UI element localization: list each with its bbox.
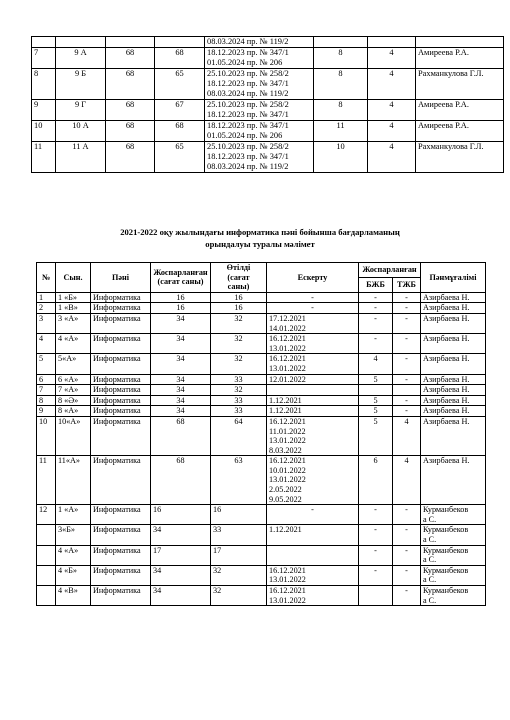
row-note-line: - [311, 505, 314, 515]
table-row [37, 505, 486, 525]
row-teacher-line: Азирбаева Н. [423, 416, 470, 426]
row-plan-hours: 34 [151, 406, 211, 417]
row-tzhb: - [393, 406, 421, 417]
row-num: 11 [37, 456, 56, 505]
row-orders [205, 142, 314, 173]
row-num: 5 [37, 354, 56, 374]
row-done-hours: 32 [211, 385, 267, 396]
row-tzhb: 4 [368, 69, 416, 100]
table-row [37, 456, 486, 505]
row-note-line: 13.01.2022 [269, 575, 306, 585]
row-note-line: 13.01.2022 [269, 475, 306, 485]
row-bzhb: - [359, 313, 393, 333]
row-bzhb [359, 586, 393, 606]
row-bzhb: 8 [314, 48, 368, 69]
row-plan-hours: 34 [151, 334, 211, 354]
row-note-line: 16.12.2021 [269, 416, 306, 426]
row-plan-hours [106, 37, 155, 48]
row-done-hours: 33 [211, 525, 267, 545]
program-table [36, 262, 486, 606]
row-subject: Информатика [91, 525, 151, 545]
header-plan-line-1: Жоспарланған [153, 267, 208, 277]
row-note [267, 525, 359, 545]
row-note [267, 334, 359, 354]
row-bzhb: - [359, 303, 393, 314]
row-class: 1 «А» [56, 505, 91, 525]
row-tzhb: - [393, 374, 421, 385]
table-row [37, 303, 486, 314]
row-note-line: 2.05.2022 [269, 485, 302, 495]
table-row [37, 406, 486, 417]
table-row [37, 385, 486, 396]
upper-table [31, 36, 504, 173]
row-done-hours: 32 [211, 586, 267, 606]
row-teacher-line: Азирбаева Н. [423, 385, 470, 395]
row-teacher [421, 354, 486, 374]
program-table-header [37, 263, 486, 293]
row-bzhb: - [359, 545, 393, 565]
row-orders-line: 25.10.2023 пр. № 258/2 [207, 100, 289, 109]
row-teacher: Амиреева Р.А. [416, 100, 504, 121]
row-note [267, 313, 359, 333]
row-tzhb: 4 [368, 121, 416, 142]
row-teacher-line: Азирбаева Н. [423, 313, 470, 323]
table-row [37, 586, 486, 606]
table-row [37, 292, 486, 303]
row-tzhb [393, 385, 421, 396]
row-tzhb: - [393, 334, 421, 354]
row-class: 11«А» [56, 456, 91, 505]
table-row [37, 565, 486, 585]
row-class: 10 А [56, 121, 106, 142]
row-orders [205, 48, 314, 69]
row-teacher [421, 313, 486, 333]
row-teacher-line: Азирбаева Н. [423, 303, 470, 313]
row-plan-hours: 68 [106, 100, 155, 121]
row-subject: Информатика [91, 374, 151, 385]
row-done-hours: 32 [211, 313, 267, 333]
header-tzhb: ТЖБ [393, 277, 421, 292]
row-done-hours: 32 [211, 565, 267, 585]
row-done-hours: 63 [211, 456, 267, 505]
row-note [267, 395, 359, 406]
row-done-hours [155, 37, 205, 48]
row-bzhb: - [359, 565, 393, 585]
row-note-line: 1.12.2021 [269, 395, 302, 405]
row-subject: Информатика [91, 416, 151, 455]
row-tzhb: - [393, 303, 421, 314]
row-note-line: 16.12.2021 [269, 334, 306, 344]
row-teacher [421, 334, 486, 354]
row-done-hours: 16 [211, 505, 267, 525]
row-num: 11 [32, 142, 56, 173]
table-row [37, 354, 486, 374]
row-class: 9 А [56, 48, 106, 69]
row-teacher-line: Курманбеков [423, 545, 469, 555]
row-class: 3 «А» [56, 313, 91, 333]
table-row [32, 69, 504, 100]
row-plan-hours: 34 [151, 374, 211, 385]
row-teacher-line: а С. [423, 595, 437, 605]
row-note [267, 303, 359, 314]
row-plan-hours: 68 [151, 456, 211, 505]
row-teacher-line: а С. [423, 555, 437, 565]
row-note-line: 1.12.2021 [269, 406, 302, 416]
row-plan-hours: 68 [106, 69, 155, 100]
row-num [37, 565, 56, 585]
row-teacher-line: Азирбаева Н. [423, 292, 470, 302]
section-title [80, 226, 440, 250]
table-row [32, 121, 504, 142]
row-note [267, 374, 359, 385]
row-num: 1 [37, 292, 56, 303]
header-plan-line-2: (сағат саны) [157, 277, 204, 287]
row-subject: Информатика [91, 456, 151, 505]
row-note [267, 565, 359, 585]
row-done-hours: 68 [155, 48, 205, 69]
row-note [267, 505, 359, 525]
row-num [32, 37, 56, 48]
row-num [37, 525, 56, 545]
header-bzhb: БЖБ [359, 277, 393, 292]
row-plan-hours: 68 [106, 121, 155, 142]
row-bzhb: 5 [359, 406, 393, 417]
row-teacher [421, 395, 486, 406]
row-plan-hours: 34 [151, 586, 211, 606]
table-row [32, 100, 504, 121]
row-teacher-line: а С. [423, 535, 437, 545]
row-class: 10«А» [56, 416, 91, 455]
row-subject: Информатика [91, 303, 151, 314]
row-note [267, 586, 359, 606]
row-note-line: 8.03.2022 [269, 445, 302, 455]
row-subject: Информатика [91, 565, 151, 585]
row-teacher-line: Азирбаева Н. [423, 354, 470, 364]
row-done-hours: 33 [211, 395, 267, 406]
row-num: 12 [37, 505, 56, 525]
row-plan-hours: 68 [106, 48, 155, 69]
row-note [267, 385, 359, 396]
row-teacher [421, 545, 486, 565]
row-note [267, 416, 359, 455]
row-class: 8 «А» [56, 406, 91, 417]
row-class: 9 Г [56, 100, 106, 121]
row-teacher [416, 37, 504, 48]
table-row [37, 313, 486, 333]
row-bzhb: 8 [314, 69, 368, 100]
row-bzhb: - [359, 525, 393, 545]
row-orders-line: 25.10.2023 пр. № 258/2 [207, 142, 289, 151]
row-orders-line: 18.12.2023 пр. № 347/1 [207, 121, 289, 130]
header-done [211, 263, 267, 293]
row-class [56, 37, 106, 48]
table-row [37, 525, 486, 545]
row-bzhb: 8 [314, 100, 368, 121]
row-teacher [421, 565, 486, 585]
row-orders-line: 18.12.2023 пр. № 347/1 [207, 79, 289, 88]
row-teacher-line: Азирбаева Н. [423, 456, 470, 466]
row-teacher-line: Азирбаева Н. [423, 395, 470, 405]
title-line-2: орындалуы туралы мәлімет [205, 239, 315, 249]
row-done-hours: 16 [211, 292, 267, 303]
row-plan-hours: 34 [151, 354, 211, 374]
row-orders-line: 18.12.2023 пр. № 347/1 [207, 110, 289, 119]
row-num: 4 [37, 334, 56, 354]
row-class: 6 «А» [56, 374, 91, 385]
row-plan-hours: 68 [106, 142, 155, 173]
row-class: 1 «В» [56, 303, 91, 314]
header-note: Ескерту [267, 263, 359, 293]
row-teacher-line: Азирбаева Н. [423, 334, 470, 344]
row-class: 1 «Б» [56, 292, 91, 303]
row-class: 4 «Б» [56, 565, 91, 585]
row-plan-hours: 16 [151, 292, 211, 303]
table-row [37, 374, 486, 385]
row-orders-line: 18.12.2023 пр. № 347/1 [207, 152, 289, 161]
row-teacher-line: а С. [423, 575, 437, 585]
row-tzhb: 4 [393, 456, 421, 505]
header-done-line-1: Өтілді [226, 263, 251, 272]
row-note-line: 17.12.2021 [269, 313, 306, 323]
row-subject: Информатика [91, 313, 151, 333]
row-done-hours: 67 [155, 100, 205, 121]
row-note-line: 16.12.2021 [269, 456, 306, 466]
row-note-line: 13.01.2022 [269, 436, 306, 446]
row-note [267, 292, 359, 303]
row-tzhb: - [393, 565, 421, 585]
row-subject: Информатика [91, 586, 151, 606]
row-done-hours: 33 [211, 406, 267, 417]
row-subject: Информатика [91, 292, 151, 303]
row-tzhb: - [393, 545, 421, 565]
row-teacher [421, 525, 486, 545]
row-tzhb: - [393, 505, 421, 525]
row-bzhb: 6 [359, 456, 393, 505]
row-done-hours: 68 [155, 121, 205, 142]
row-subject: Информатика [91, 505, 151, 525]
row-tzhb: - [393, 292, 421, 303]
row-orders [205, 69, 314, 100]
table-row [32, 142, 504, 173]
row-orders-line: 08.03.2024 пр. № 119/2 [207, 89, 289, 98]
row-orders [205, 121, 314, 142]
row-teacher-line: Курманбеков [423, 565, 469, 575]
row-tzhb: 4 [368, 142, 416, 173]
row-done-hours: 17 [211, 545, 267, 565]
row-num: 8 [37, 395, 56, 406]
row-num: 9 [32, 100, 56, 121]
row-teacher [421, 416, 486, 455]
row-teacher: Рахманкулова Г.Л. [416, 142, 504, 173]
row-class: 4 «А» [56, 334, 91, 354]
row-orders-line: 18.12.2023 пр. № 347/1 [207, 48, 289, 57]
row-orders-line: 01.05.2024 пр. № 206 [207, 131, 283, 140]
header-teacher: Пәнмұғалімі [421, 263, 486, 293]
header-done-line-2: (сағат [227, 272, 250, 282]
upper-table-body [32, 37, 504, 173]
program-table-body [37, 292, 486, 605]
row-tzhb: 4 [368, 48, 416, 69]
table-row [37, 395, 486, 406]
row-note-line: 1.12.2021 [269, 525, 302, 535]
row-bzhb: 4 [359, 354, 393, 374]
row-bzhb: - [359, 505, 393, 525]
row-subject: Информатика [91, 406, 151, 417]
row-subject: Информатика [91, 334, 151, 354]
row-done-hours: 65 [155, 69, 205, 100]
row-teacher [421, 456, 486, 505]
row-teacher-line: Курманбеков [423, 505, 469, 515]
row-note [267, 456, 359, 505]
row-class: 4 «В» [56, 586, 91, 606]
row-num: 10 [32, 121, 56, 142]
row-orders [205, 37, 314, 48]
row-note-line: 13.01.2022 [269, 343, 306, 353]
table-row [37, 416, 486, 455]
row-note-line: 16.12.2021 [269, 354, 306, 364]
row-subject: Информатика [91, 395, 151, 406]
row-teacher-line: а С. [423, 514, 437, 524]
row-plan-hours: 34 [151, 565, 211, 585]
row-done-hours: 65 [155, 142, 205, 173]
row-teacher [421, 303, 486, 314]
row-class: 8 «Ә» [56, 395, 91, 406]
row-tzhb: - [393, 354, 421, 374]
row-plan-hours: 34 [151, 395, 211, 406]
row-bzhb: 11 [314, 121, 368, 142]
row-orders-line: 08.03.2024 пр. № 119/2 [207, 37, 289, 46]
row-teacher [421, 586, 486, 606]
row-bzhb: - [359, 334, 393, 354]
row-tzhb: - [393, 586, 421, 606]
row-bzhb: 5 [359, 416, 393, 455]
row-note-line: - [311, 292, 314, 302]
row-num [37, 545, 56, 565]
row-num: 7 [32, 48, 56, 69]
row-subject: Информатика [91, 354, 151, 374]
row-bzhb: 10 [314, 142, 368, 173]
row-tzhb: 4 [368, 100, 416, 121]
row-plan-hours: 68 [151, 416, 211, 455]
row-done-hours: 33 [211, 374, 267, 385]
row-tzhb [368, 37, 416, 48]
row-plan-hours: 34 [151, 313, 211, 333]
header-subject: Пәні [91, 263, 151, 293]
row-class: 3«Б» [56, 525, 91, 545]
row-teacher: Рахманкулова Г.Л. [416, 69, 504, 100]
row-class: 4 «А» [56, 545, 91, 565]
row-teacher-line: Азирбаева Н. [423, 374, 470, 384]
row-subject: Информатика [91, 545, 151, 565]
row-tzhb: - [393, 313, 421, 333]
row-plan-hours: 34 [151, 525, 211, 545]
row-tzhb: - [393, 395, 421, 406]
row-note-line: 12.01.2022 [269, 374, 306, 384]
row-bzhb [314, 37, 368, 48]
row-teacher-line: Азирбаева Н. [423, 406, 470, 416]
row-teacher: Амиреева Р.А. [416, 48, 504, 69]
row-num: 3 [37, 313, 56, 333]
row-tzhb: 4 [393, 416, 421, 455]
row-plan-hours: 16 [151, 303, 211, 314]
row-note-line: 13.01.2022 [269, 595, 306, 605]
row-teacher-line: Курманбеков [423, 525, 469, 535]
row-num: 2 [37, 303, 56, 314]
row-class: 5«А» [56, 354, 91, 374]
row-num: 10 [37, 416, 56, 455]
row-done-hours: 32 [211, 334, 267, 354]
row-num: 6 [37, 374, 56, 385]
title-line-1: 2021-2022 оқу жылындағы информатика пәні бойынша бағдарламаның [120, 227, 400, 237]
header-done-line-3: саны) [227, 282, 250, 292]
row-class: 7 «А» [56, 385, 91, 396]
row-tzhb: - [393, 525, 421, 545]
row-note-line: 14.01.2022 [269, 323, 306, 333]
row-bzhb: - [359, 292, 393, 303]
row-note-line: 16.12.2021 [269, 586, 306, 595]
row-orders-line: 25.10.2023 пр. № 258/2 [207, 69, 289, 78]
table-row [32, 48, 504, 69]
header-class: Сын. [56, 263, 91, 293]
row-orders-line: 01.05.2024 пр. № 206 [207, 58, 283, 67]
row-num: 8 [32, 69, 56, 100]
row-orders-line: 08.03.2024 пр. № 119/2 [207, 162, 289, 171]
row-note-line: 13.01.2022 [269, 363, 306, 373]
row-plan-hours: 34 [151, 385, 211, 396]
header-planned: Жоспарланған [359, 263, 421, 278]
row-teacher-line: Курманбеков [423, 586, 469, 595]
row-teacher [421, 505, 486, 525]
row-note-line: 11.01.2022 [269, 426, 306, 436]
row-teacher [421, 406, 486, 417]
row-note-line: 16.12.2021 [269, 565, 306, 575]
table-row [37, 334, 486, 354]
table-row [32, 37, 504, 48]
row-note [267, 354, 359, 374]
row-done-hours: 32 [211, 354, 267, 374]
row-done-hours: 64 [211, 416, 267, 455]
row-done-hours: 16 [211, 303, 267, 314]
row-plan-hours: 16 [151, 505, 211, 525]
row-bzhb [359, 385, 393, 396]
row-teacher: Амиреева Р.А. [416, 121, 504, 142]
row-bzhb: 5 [359, 395, 393, 406]
row-teacher [421, 292, 486, 303]
header-num: № [37, 263, 56, 293]
row-note-line: 9.05.2022 [269, 494, 302, 504]
row-num: 7 [37, 385, 56, 396]
row-orders [205, 100, 314, 121]
row-class: 9 Б [56, 69, 106, 100]
row-num: 9 [37, 406, 56, 417]
row-note-line: 10.01.2022 [269, 465, 306, 475]
row-class: 11 А [56, 142, 106, 173]
table-row [37, 545, 486, 565]
row-note [267, 545, 359, 565]
row-plan-hours: 17 [151, 545, 211, 565]
row-note [267, 406, 359, 417]
row-bzhb: 5 [359, 374, 393, 385]
row-num [37, 586, 56, 606]
row-teacher [421, 374, 486, 385]
header-plan [151, 263, 211, 293]
row-teacher [421, 385, 486, 396]
row-subject: Информатика [91, 385, 151, 396]
row-note-line: - [311, 303, 314, 313]
